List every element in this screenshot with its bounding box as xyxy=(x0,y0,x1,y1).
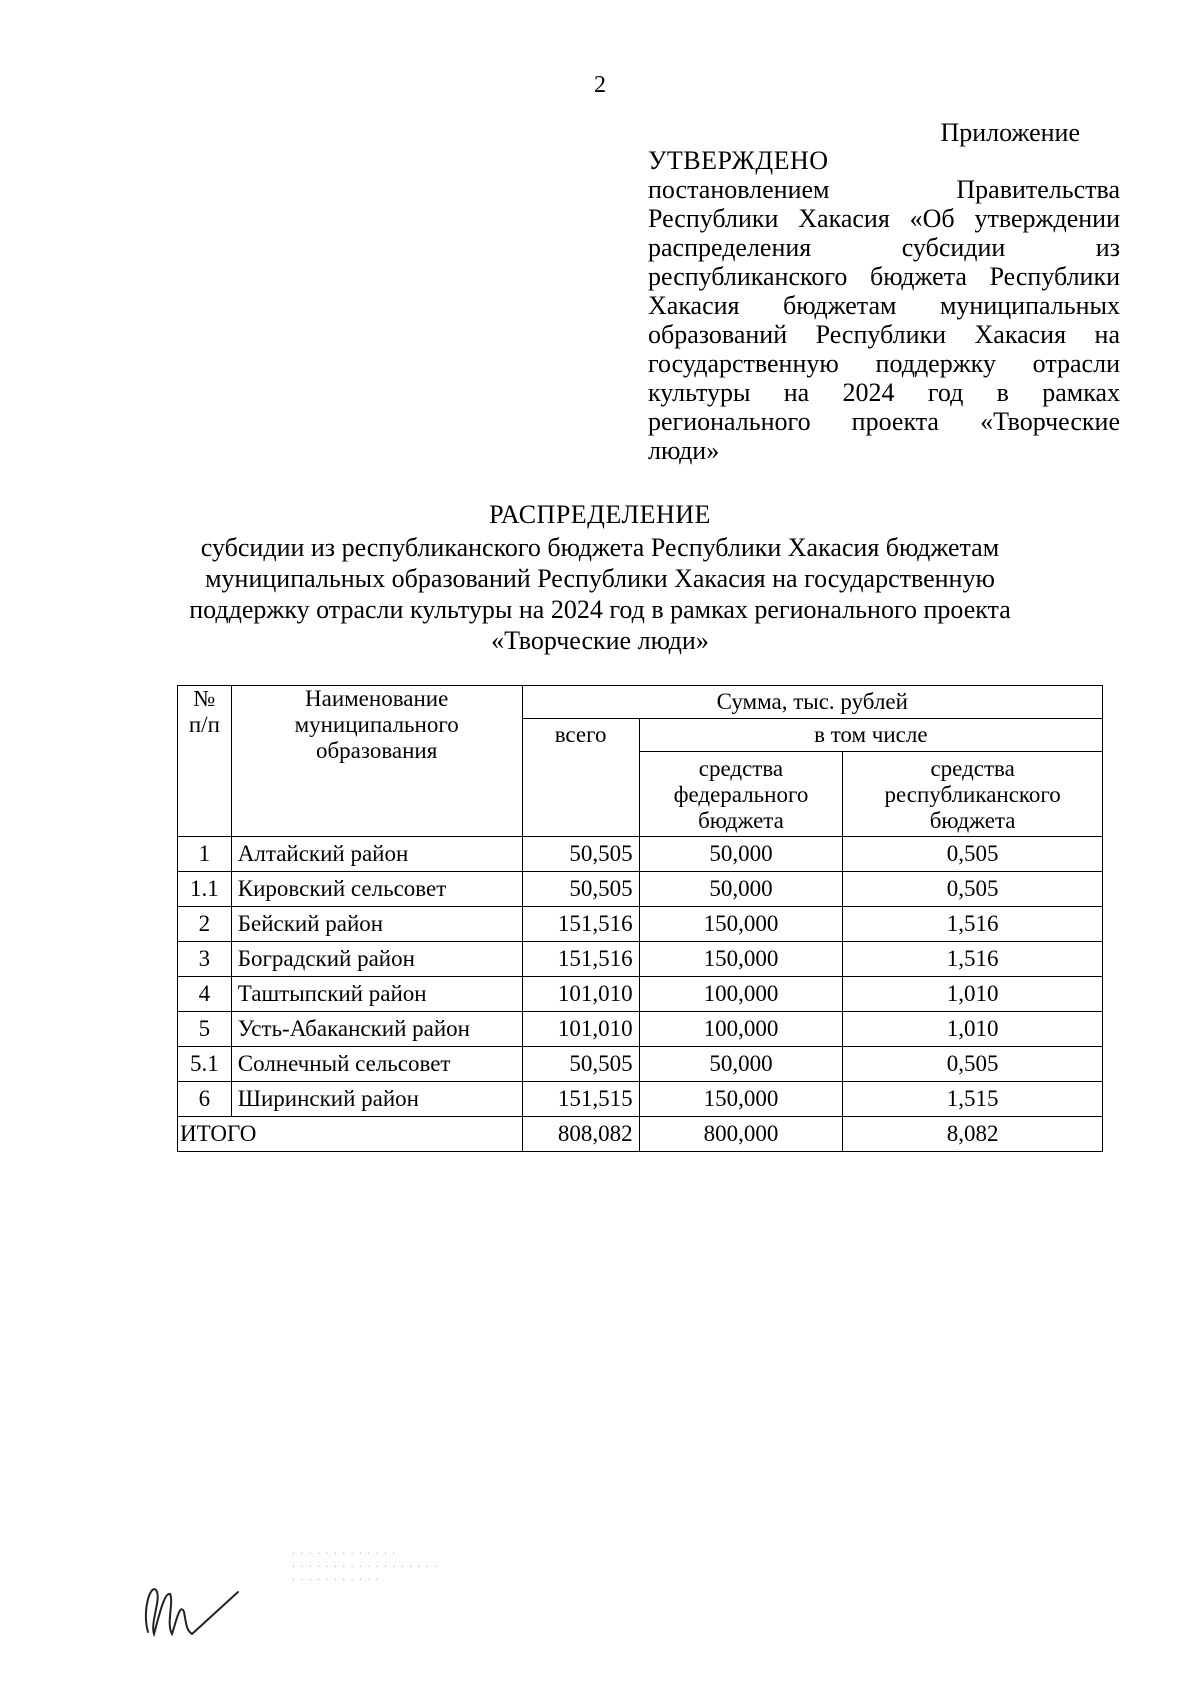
total-row xyxy=(178,1117,1103,1152)
row-federal: 100,000 xyxy=(639,1012,843,1047)
row-total: 151,515 xyxy=(522,1082,639,1117)
document-heading: РАСПРЕДЕЛЕНИЕ xyxy=(489,500,711,529)
row-federal: 150,000 xyxy=(639,1082,843,1117)
row-num: 4 xyxy=(178,977,232,1012)
row-name: Боградский район xyxy=(231,942,522,977)
row-federal: 150,000 xyxy=(639,907,843,942)
total-regional: 8,082 xyxy=(843,1117,1103,1152)
row-regional: 1,010 xyxy=(843,977,1103,1012)
row-num: 3 xyxy=(178,942,232,977)
row-total: 50,505 xyxy=(522,872,639,907)
row-name: Усть-Абаканский район xyxy=(231,1012,522,1047)
row-regional: 0,505 xyxy=(843,872,1103,907)
row-total: 101,010 xyxy=(522,1012,639,1047)
row-total: 151,516 xyxy=(522,907,639,942)
table-row xyxy=(178,1082,1103,1117)
header-including: в том числе xyxy=(639,719,1102,752)
header-federal: средства федерального бюджета xyxy=(639,752,843,837)
row-federal: 100,000 xyxy=(639,977,843,1012)
table-row xyxy=(178,1047,1103,1082)
row-num: 5.1 xyxy=(178,1047,232,1082)
row-federal: 50,000 xyxy=(639,872,843,907)
table-row xyxy=(178,942,1103,977)
header-num: № п/п xyxy=(178,686,232,837)
total-sum: 808,082 xyxy=(522,1117,639,1152)
row-name: Алтайский район xyxy=(231,837,522,872)
row-total: 101,010 xyxy=(522,977,639,1012)
row-name: Кировский сельсовет xyxy=(231,872,522,907)
row-regional: 1,010 xyxy=(843,1012,1103,1047)
row-total: 50,505 xyxy=(522,837,639,872)
row-name: Таштыпский район xyxy=(231,977,522,1012)
row-regional: 1,516 xyxy=(843,942,1103,977)
header-name: Наименование муниципального образования xyxy=(231,686,522,837)
total-label: ИТОГО xyxy=(178,1117,523,1152)
row-regional: 0,505 xyxy=(843,837,1103,872)
page-number: 2 xyxy=(594,72,606,98)
table-row xyxy=(178,977,1103,1012)
approved-word: УТВЕРЖДЕНО xyxy=(648,146,829,175)
row-federal: 50,000 xyxy=(639,837,843,872)
approval-block xyxy=(648,146,1120,465)
appendix-label: Приложение xyxy=(940,118,1080,147)
row-num: 1 xyxy=(178,837,232,872)
row-regional: 0,505 xyxy=(843,1047,1103,1082)
row-regional: 1,516 xyxy=(843,907,1103,942)
row-name: Солнечный сельсовет xyxy=(231,1047,522,1082)
header-total: всего xyxy=(522,719,639,837)
header-sum: Сумма, тыс. рублей xyxy=(522,686,1102,719)
row-name: Бейский район xyxy=(231,907,522,942)
row-num: 2 xyxy=(178,907,232,942)
header-regional: средства республиканского бюджета xyxy=(843,752,1103,837)
distribution-table xyxy=(177,685,1103,1152)
row-regional: 1,515 xyxy=(843,1082,1103,1117)
approval-text: постановлением Правительства Республики Хакасия «Об утверждении распределения субсидии из республиканского бюджета Республики Хакасия бюджетам муниципальных образований Республики Хакасия на государственную поддержку отрасли культуры на 2024 год в рамках регионального проекта «Творческие люди» xyxy=(648,175,1120,465)
table-row xyxy=(178,837,1103,872)
table-row xyxy=(178,872,1103,907)
row-federal: 150,000 xyxy=(639,942,843,977)
row-total: 50,505 xyxy=(522,1047,639,1082)
row-federal: 50,000 xyxy=(639,1047,843,1082)
row-num: 5 xyxy=(178,1012,232,1047)
table-row xyxy=(178,907,1103,942)
total-federal: 800,000 xyxy=(639,1117,843,1152)
document-subtitle: субсидии из республиканского бюджета Республики Хакасия бюджетам муниципальных образований Республики Хакасия на государственную поддержку отрасли культуры на 2024 год в рамках регионального проекта «Творческие люди» xyxy=(189,533,1011,655)
faded-stamp: · · · · · · · · · · · · · · · · · · · · · · · · · · · · · · · · · · · · · · · · · · xyxy=(292,1549,439,1586)
row-name: Ширинский район xyxy=(231,1082,522,1117)
row-num: 6 xyxy=(178,1082,232,1117)
signature-mark xyxy=(140,1572,250,1642)
table-row xyxy=(178,1012,1103,1047)
row-total: 151,516 xyxy=(522,942,639,977)
row-num: 1.1 xyxy=(178,872,232,907)
